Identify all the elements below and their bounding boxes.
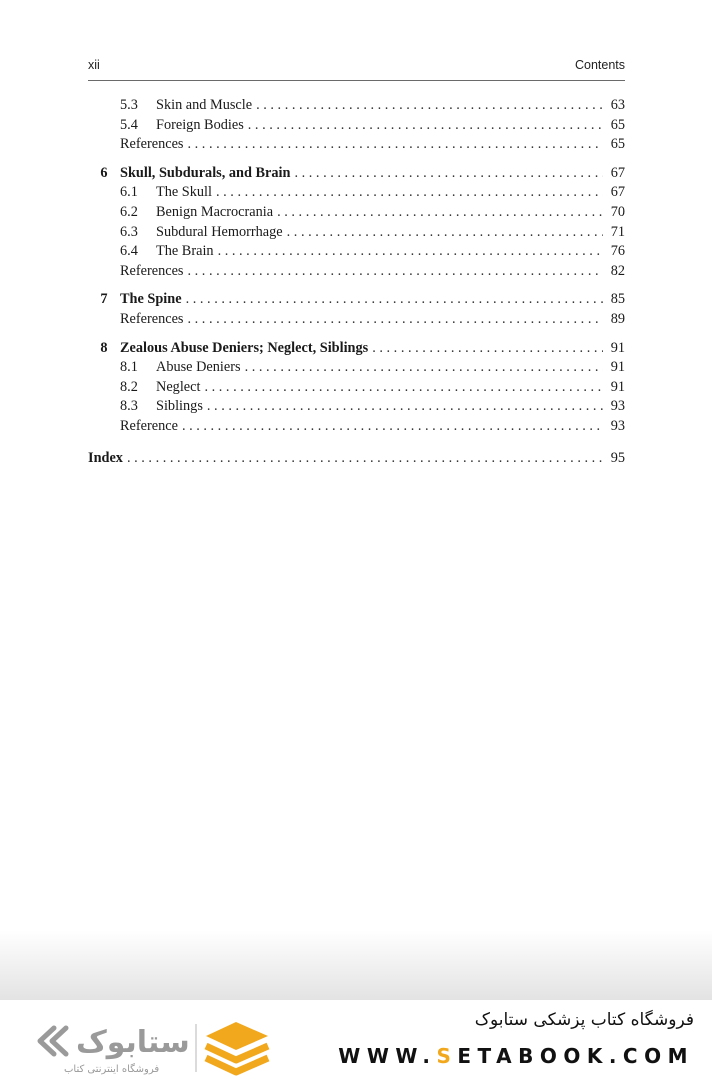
section-title: Foreign Bodies (156, 116, 244, 133)
page-number: 91 (610, 339, 625, 356)
header-page-number: xii (88, 58, 100, 72)
toc-entry-8-3[interactable] (88, 397, 625, 417)
setabook-logo (36, 1016, 276, 1076)
references-title: References (120, 136, 184, 153)
dot-leader (218, 242, 603, 262)
dot-leader (216, 183, 603, 203)
table-of-contents (88, 96, 625, 468)
dot-leader (372, 339, 603, 359)
section-number: 6.4 (120, 243, 138, 260)
toc-index[interactable] (88, 449, 625, 469)
references-title: Reference (120, 417, 178, 434)
references-title: References (120, 262, 184, 279)
chapter-number: 7 (100, 291, 108, 308)
chapter-title: Skull, Subdurals, and Brain (120, 164, 291, 181)
section-number: 6.1 (120, 184, 138, 201)
setabook-logo-graphic (36, 1016, 276, 1076)
page-number: 65 (610, 116, 625, 133)
url-accent-letter: S (436, 1044, 458, 1068)
watermark-footer (0, 1000, 712, 1079)
store-name-fa: فروشگاه کتاب پزشکی ستابوک (474, 1010, 694, 1030)
dot-leader (248, 116, 603, 136)
dot-leader (207, 397, 603, 417)
page-number: 70 (610, 203, 625, 220)
section-number: 5.3 (120, 97, 138, 113)
page-bottom-shadow (0, 930, 712, 1000)
toc-entry-reference-8[interactable] (88, 417, 625, 437)
page-number: 67 (610, 184, 625, 201)
toc-entry-references-7[interactable] (88, 310, 625, 330)
chapter-title: Zealous Abuse Deniers; Neglect, Siblings (120, 339, 369, 356)
header-running-title: Contents (574, 58, 625, 72)
chapter-title: The Spine (120, 291, 182, 308)
page-number: 85 (610, 291, 625, 308)
toc-entry-references-5[interactable] (88, 135, 625, 155)
dot-leader (186, 290, 603, 310)
toc-chapter-6[interactable] (88, 164, 625, 184)
page-number: 63 (610, 97, 625, 113)
page-number: 95 (610, 449, 625, 466)
toc-entry-5-3[interactable] (88, 96, 625, 116)
url-rest: ETABOOK.COM (457, 1044, 694, 1068)
section-number: 8.2 (120, 378, 138, 395)
index-title: Index (88, 449, 123, 466)
book-stack-icon (206, 1022, 268, 1072)
section-title: Subdural Hemorrhage (156, 223, 283, 240)
toc-entry-6-1[interactable] (88, 183, 625, 203)
section-title: The Skull (156, 184, 212, 201)
section-title: Skin and Muscle (156, 97, 253, 113)
running-header (88, 56, 625, 81)
page-number: 67 (610, 164, 625, 181)
page-number: 71 (610, 223, 625, 240)
toc-entry-6-3[interactable] (88, 223, 625, 243)
section-title: Siblings (156, 398, 203, 415)
page-number: 91 (610, 378, 625, 395)
toc-entry-references-6[interactable] (88, 262, 625, 282)
section-title: Benign Macrocrania (156, 203, 274, 220)
section-number: 6.3 (120, 223, 138, 240)
section-title: Neglect (156, 378, 201, 395)
chapter-number: 6 (100, 164, 108, 181)
store-url[interactable] (338, 1044, 694, 1068)
page-number: 89 (610, 310, 625, 327)
section-number: 8.3 (120, 398, 138, 415)
dot-leader (277, 203, 603, 223)
dot-leader (256, 96, 603, 116)
section-number: 5.4 (120, 116, 138, 133)
section-title: Abuse Deniers (156, 359, 241, 376)
chapter-number: 8 (100, 339, 108, 356)
references-title: References (120, 310, 184, 327)
url-prefix: WWW. (338, 1044, 437, 1068)
toc-entry-8-2[interactable] (88, 378, 625, 398)
dot-leader (188, 262, 604, 282)
section-number: 6.2 (120, 203, 138, 220)
dot-leader (245, 358, 603, 378)
toc-entry-6-4[interactable] (88, 242, 625, 262)
dot-leader (182, 417, 603, 437)
page-number: 76 (610, 243, 625, 260)
section-title: The Brain (156, 243, 214, 260)
dot-leader (127, 449, 603, 469)
toc-entry-8-1[interactable] (88, 358, 625, 378)
dot-leader (188, 310, 604, 330)
dot-leader (188, 135, 604, 155)
toc-entry-5-4[interactable] (88, 116, 625, 136)
page-number: 93 (610, 417, 625, 434)
toc-entry-6-2[interactable] (88, 203, 625, 223)
dot-leader (287, 223, 603, 243)
toc-chapter-8[interactable] (88, 339, 625, 359)
toc-chapter-7[interactable] (88, 290, 625, 310)
section-number: 8.1 (120, 359, 138, 376)
dot-leader (294, 164, 603, 184)
logo-tagline: فروشگاه اینترنتی کتاب (64, 1064, 160, 1075)
page-number: 93 (610, 398, 625, 415)
dot-leader (204, 378, 603, 398)
page-number: 82 (610, 262, 625, 279)
logo-wordmark: ستابوک (76, 1025, 190, 1060)
page-number: 91 (610, 359, 625, 376)
page-number: 65 (610, 136, 625, 153)
